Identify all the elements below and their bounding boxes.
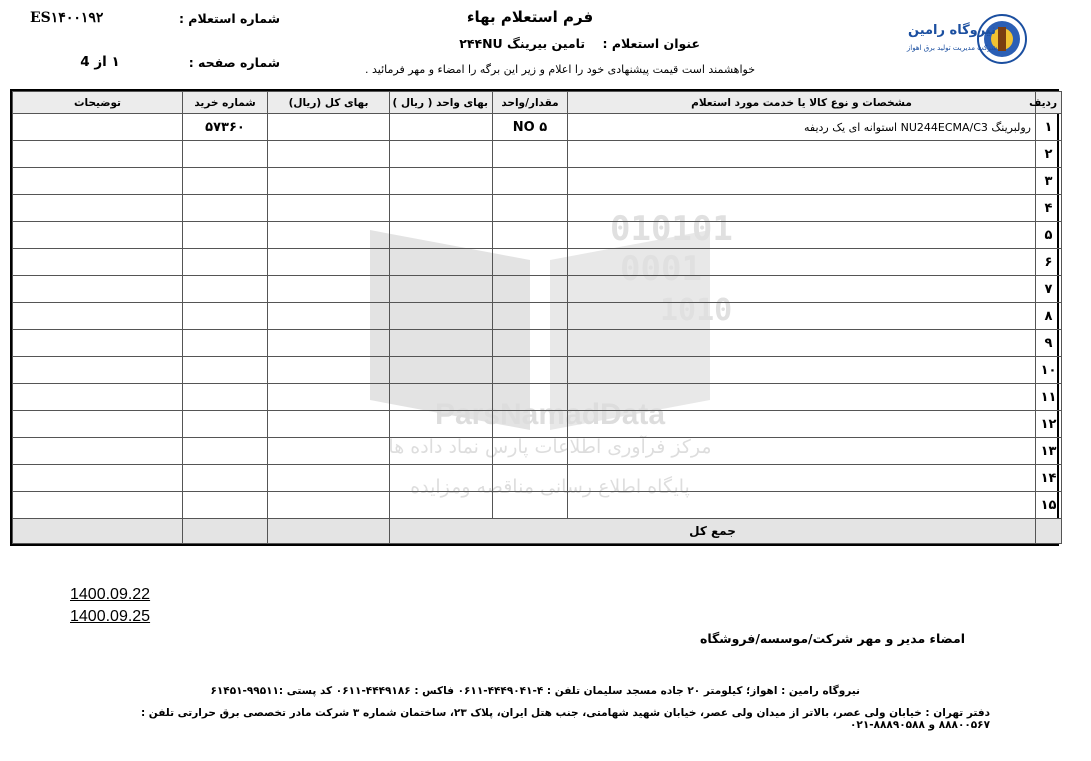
table-row bbox=[13, 384, 1062, 411]
item-description[interactable] bbox=[568, 222, 1036, 249]
item-notes[interactable] bbox=[13, 330, 183, 357]
item-purchase-number[interactable] bbox=[183, 222, 268, 249]
item-purchase-number[interactable] bbox=[183, 357, 268, 384]
grand-total-cell[interactable] bbox=[268, 519, 390, 544]
item-quantity[interactable] bbox=[493, 303, 568, 330]
item-purchase-number[interactable] bbox=[183, 249, 268, 276]
item-quantity[interactable] bbox=[493, 222, 568, 249]
header-total-price: بهای کل (ریال) bbox=[268, 92, 390, 114]
row-index: ۱۰ bbox=[1036, 357, 1062, 384]
total-notes-cell bbox=[13, 519, 183, 544]
item-quantity[interactable] bbox=[493, 438, 568, 465]
total-row-index bbox=[1036, 519, 1062, 544]
signature-label: امضاء مدیر و مهر شرکت/موسسه/فروشگاه bbox=[699, 631, 965, 646]
table-body bbox=[13, 114, 1062, 519]
item-description[interactable] bbox=[568, 465, 1036, 492]
item-unit-price[interactable] bbox=[390, 303, 493, 330]
item-description[interactable]: رولبرینگ NU244ECMA/C3 استوانه ای یک ردیفه bbox=[568, 114, 1036, 141]
svg-text:نیروگاه رامین: نیروگاه رامین bbox=[908, 23, 996, 38]
item-notes[interactable] bbox=[13, 384, 183, 411]
item-unit-price[interactable] bbox=[390, 114, 493, 141]
item-total-price[interactable] bbox=[268, 384, 390, 411]
item-total-price[interactable] bbox=[268, 222, 390, 249]
item-notes[interactable] bbox=[13, 114, 183, 141]
item-quantity[interactable] bbox=[493, 276, 568, 303]
item-total-price[interactable] bbox=[268, 411, 390, 438]
item-description[interactable] bbox=[568, 303, 1036, 330]
total-label: جمع کل bbox=[390, 519, 1036, 544]
item-unit-price[interactable] bbox=[390, 195, 493, 222]
table-row bbox=[13, 222, 1062, 249]
item-quantity[interactable] bbox=[493, 141, 568, 168]
item-unit-price[interactable] bbox=[390, 357, 493, 384]
page-number-label: شماره صفحه : bbox=[188, 55, 280, 70]
row-index: ۱ bbox=[1036, 114, 1062, 141]
row-index: ۳ bbox=[1036, 168, 1062, 195]
item-total-price[interactable] bbox=[268, 276, 390, 303]
svg-text:0001: 0001 bbox=[620, 249, 702, 289]
item-notes[interactable] bbox=[13, 357, 183, 384]
ramin-logo-icon bbox=[906, 12, 1030, 68]
item-notes[interactable] bbox=[13, 303, 183, 330]
item-description[interactable] bbox=[568, 357, 1036, 384]
header-unit-price: بهای واحد ( ریال ) bbox=[390, 92, 493, 114]
inquiry-subject-value: تامین بیرینگ ۲۴۴NU bbox=[459, 36, 586, 51]
header-description: مشخصات و نوع کالا یا خدمت مورد استعلام bbox=[568, 92, 1036, 114]
item-notes[interactable] bbox=[13, 222, 183, 249]
item-notes[interactable] bbox=[13, 276, 183, 303]
item-purchase-number[interactable] bbox=[183, 465, 268, 492]
item-purchase-number[interactable] bbox=[183, 411, 268, 438]
item-total-price[interactable] bbox=[268, 438, 390, 465]
table-row bbox=[13, 357, 1062, 384]
item-notes[interactable] bbox=[13, 249, 183, 276]
item-unit-price[interactable] bbox=[390, 168, 493, 195]
item-notes[interactable] bbox=[13, 492, 183, 519]
header-quantity: مقدار/واحد bbox=[493, 92, 568, 114]
item-quantity[interactable] bbox=[493, 195, 568, 222]
item-total-price[interactable] bbox=[268, 330, 390, 357]
item-description[interactable] bbox=[568, 195, 1036, 222]
table-row bbox=[13, 465, 1062, 492]
item-purchase-number[interactable] bbox=[183, 141, 268, 168]
item-unit-price[interactable] bbox=[390, 222, 493, 249]
item-purchase-number[interactable] bbox=[183, 168, 268, 195]
item-description[interactable] bbox=[568, 276, 1036, 303]
table-row bbox=[13, 141, 1062, 168]
date-start: 1400.09.22 bbox=[70, 586, 151, 603]
table-row bbox=[13, 330, 1062, 357]
item-description[interactable] bbox=[568, 384, 1036, 411]
item-total-price[interactable] bbox=[268, 141, 390, 168]
item-total-price[interactable] bbox=[268, 114, 390, 141]
form-title: فرم استعلام بهاء bbox=[466, 8, 594, 26]
instruction-text: خواهشمند است قیمت پیشنهادی خود را اعلام و زیر این برگه را امضاء و مهر فرمائید . bbox=[364, 63, 755, 76]
item-unit-price[interactable] bbox=[390, 249, 493, 276]
item-purchase-number[interactable] bbox=[183, 330, 268, 357]
item-quantity[interactable] bbox=[493, 249, 568, 276]
page-number: ۱ از 4 bbox=[80, 54, 120, 70]
row-index: ۱۱ bbox=[1036, 384, 1062, 411]
item-notes[interactable] bbox=[13, 195, 183, 222]
item-total-price[interactable] bbox=[268, 195, 390, 222]
item-unit-price[interactable] bbox=[390, 330, 493, 357]
table-row bbox=[13, 195, 1062, 222]
row-index: ۷ bbox=[1036, 276, 1062, 303]
row-index: ۱۳ bbox=[1036, 438, 1062, 465]
item-total-price[interactable] bbox=[268, 303, 390, 330]
item-total-price[interactable] bbox=[268, 357, 390, 384]
row-index: ۲ bbox=[1036, 141, 1062, 168]
item-unit-price[interactable] bbox=[390, 492, 493, 519]
item-quantity[interactable] bbox=[493, 330, 568, 357]
item-purchase-number[interactable] bbox=[183, 492, 268, 519]
watermark-line-2: پایگاه اطلاع رسانی مناقصه ومزایده bbox=[410, 476, 690, 498]
row-index: ۸ bbox=[1036, 303, 1062, 330]
inquiry-subject bbox=[420, 36, 700, 51]
footer-address-tehran: دفتر تهران : خیابان ولی عصر، بالاتر از میدان ولی عصر، خیابان شهید شهامتی، جنب هتل ایران، پلاک ۲۳، ساختمان شماره ۳ شرکت مادر تخصصی برق حرارتی تلفن : ۸۸۸۰۰۵۶۷ و ۸۸۸۹۰۵۸۸-۰۲۱ bbox=[140, 707, 990, 731]
item-notes[interactable] bbox=[13, 168, 183, 195]
table-row bbox=[13, 303, 1062, 330]
item-purchase-number[interactable] bbox=[183, 384, 268, 411]
table-row bbox=[13, 438, 1062, 465]
item-unit-price[interactable] bbox=[390, 276, 493, 303]
svg-text:1010: 1010 bbox=[660, 293, 733, 328]
item-unit-price[interactable] bbox=[390, 465, 493, 492]
item-notes[interactable] bbox=[13, 141, 183, 168]
item-unit-price[interactable] bbox=[390, 384, 493, 411]
item-quantity[interactable] bbox=[493, 357, 568, 384]
inquiry-subject-label: عنوان استعلام : bbox=[602, 36, 700, 51]
item-quantity[interactable] bbox=[493, 492, 568, 519]
item-unit-price[interactable] bbox=[390, 411, 493, 438]
table-row bbox=[13, 249, 1062, 276]
table-row bbox=[13, 168, 1062, 195]
items-table bbox=[12, 91, 1062, 544]
item-description[interactable] bbox=[568, 141, 1036, 168]
inquiry-number: ES۱۴۰۰۱۹۲ bbox=[30, 10, 104, 26]
item-notes[interactable] bbox=[13, 465, 183, 492]
item-description[interactable] bbox=[568, 438, 1036, 465]
row-index: ۹ bbox=[1036, 330, 1062, 357]
item-purchase-number[interactable] bbox=[183, 303, 268, 330]
table-row bbox=[13, 492, 1062, 519]
item-purchase-number[interactable] bbox=[183, 195, 268, 222]
header-purchase-number: شماره خرید bbox=[183, 92, 268, 114]
row-index: ۴ bbox=[1036, 195, 1062, 222]
item-purchase-number[interactable] bbox=[183, 276, 268, 303]
table-row bbox=[13, 276, 1062, 303]
item-description[interactable] bbox=[568, 249, 1036, 276]
item-purchase-number[interactable] bbox=[183, 438, 268, 465]
item-total-price[interactable] bbox=[268, 492, 390, 519]
item-description[interactable] bbox=[568, 168, 1036, 195]
item-description[interactable] bbox=[568, 492, 1036, 519]
total-purchase-cell bbox=[183, 519, 268, 544]
item-quantity[interactable] bbox=[493, 384, 568, 411]
table-row bbox=[13, 411, 1062, 438]
item-total-price[interactable] bbox=[268, 249, 390, 276]
inquiry-number-label: شماره استعلام : bbox=[178, 11, 280, 26]
watermark-line-1: مرکز فرآوری اطلاعات پارس نماد داده ها bbox=[388, 436, 712, 458]
item-total-price[interactable] bbox=[268, 168, 390, 195]
row-index: ۶ bbox=[1036, 249, 1062, 276]
item-description[interactable] bbox=[568, 330, 1036, 357]
svg-text:شرکت مدیریت تولید برق اهواز: شرکت مدیریت تولید برق اهواز bbox=[906, 44, 998, 52]
row-index: ۱۵ bbox=[1036, 492, 1062, 519]
item-unit-price[interactable] bbox=[390, 141, 493, 168]
date-end: 1400.09.25 bbox=[70, 608, 151, 625]
total-row bbox=[13, 519, 1062, 544]
row-index: ۵ bbox=[1036, 222, 1062, 249]
table-row bbox=[13, 114, 1062, 141]
row-index: ۱۴ bbox=[1036, 465, 1062, 492]
item-purchase-number[interactable]: ۵۷۳۶۰ bbox=[183, 114, 268, 141]
header-row-number: ردیف bbox=[1036, 92, 1062, 114]
header-notes: توضیحات bbox=[13, 92, 183, 114]
item-quantity[interactable] bbox=[493, 168, 568, 195]
item-quantity[interactable] bbox=[493, 411, 568, 438]
item-unit-price[interactable] bbox=[390, 438, 493, 465]
inquiry-table bbox=[10, 89, 1059, 546]
row-index: ۱۲ bbox=[1036, 411, 1062, 438]
company-logo bbox=[906, 12, 1030, 68]
table-header-row bbox=[13, 92, 1062, 114]
svg-text:010101: 010101 bbox=[610, 209, 733, 249]
item-total-price[interactable] bbox=[268, 465, 390, 492]
item-notes[interactable] bbox=[13, 438, 183, 465]
item-notes[interactable] bbox=[13, 411, 183, 438]
watermark-brand: ParsNamadData bbox=[434, 398, 666, 431]
item-description[interactable] bbox=[568, 411, 1036, 438]
item-quantity[interactable] bbox=[493, 465, 568, 492]
item-quantity[interactable]: NO ۵ bbox=[493, 114, 568, 141]
footer-address-plant: نیروگاه رامین : اهواز؛ کیلومتر ۲۰ جاده مسجد سلیمان تلفن : ۴-۴۴۴۹۰۴۱-۰۶۱۱ فاکس : ۴۴۴۹۱۸۶-۰۶۱۱ کد پستی :۹۹۵۱۱-۶۱۴۵۱ bbox=[210, 685, 860, 697]
